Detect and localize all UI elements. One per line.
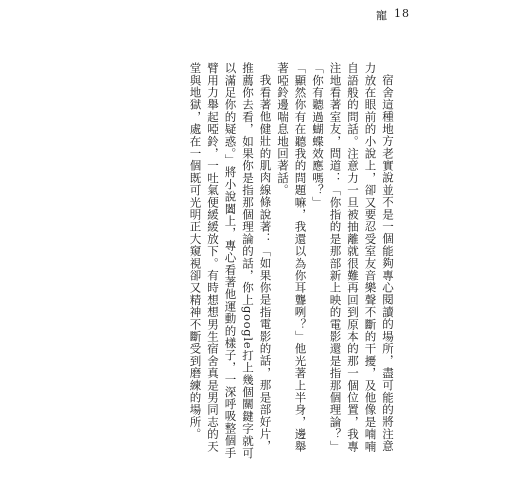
page-header <box>376 7 410 23</box>
paragraph: 「顯然你有在聽我的問題嘛，我還以為你耳聾咧？」他光著上半身，邊舉著啞鈴邊喘息地回著話。 <box>276 62 308 453</box>
vertical-text-body <box>150 62 396 462</box>
page-number: 18 <box>394 7 410 20</box>
paragraph: 我看著他健壯的肌肉線條說著：「如果你是指電影的話，那是部好片，推薦你去看，如果你是指那個理論的話，你上google打上幾個關鍵字就可以滿足你的疑惑。」將小說闔上，專心看著他運動的樣子，一深呼吸整個手臂用力舉起啞鈴，一吐氣便緩緩放下。有時想想男生宿舍真是男同志的天堂與地獄，處在一個既可光明正大窺視卻又精神不斷受到磨練的場所。 <box>188 62 273 460</box>
paragraph: 「你有聽過蝴蝶效應嗎？」 <box>311 62 325 209</box>
running-title: 寵 <box>376 9 388 22</box>
paragraph: 宿舍這種地方老實說並不是一個能夠專心閱讀的場所，盡可能的將注意力放在眼前的小說上，卻又要忍受室友音樂聲不斷的干擾，及他像是喃喃自語般的問話。注意力一旦被抽離就很難再回到原本的那一個位置，我專注地看著室友，問道：「你指的是那部新上映的電影還是指那個理論？」 <box>328 62 395 453</box>
